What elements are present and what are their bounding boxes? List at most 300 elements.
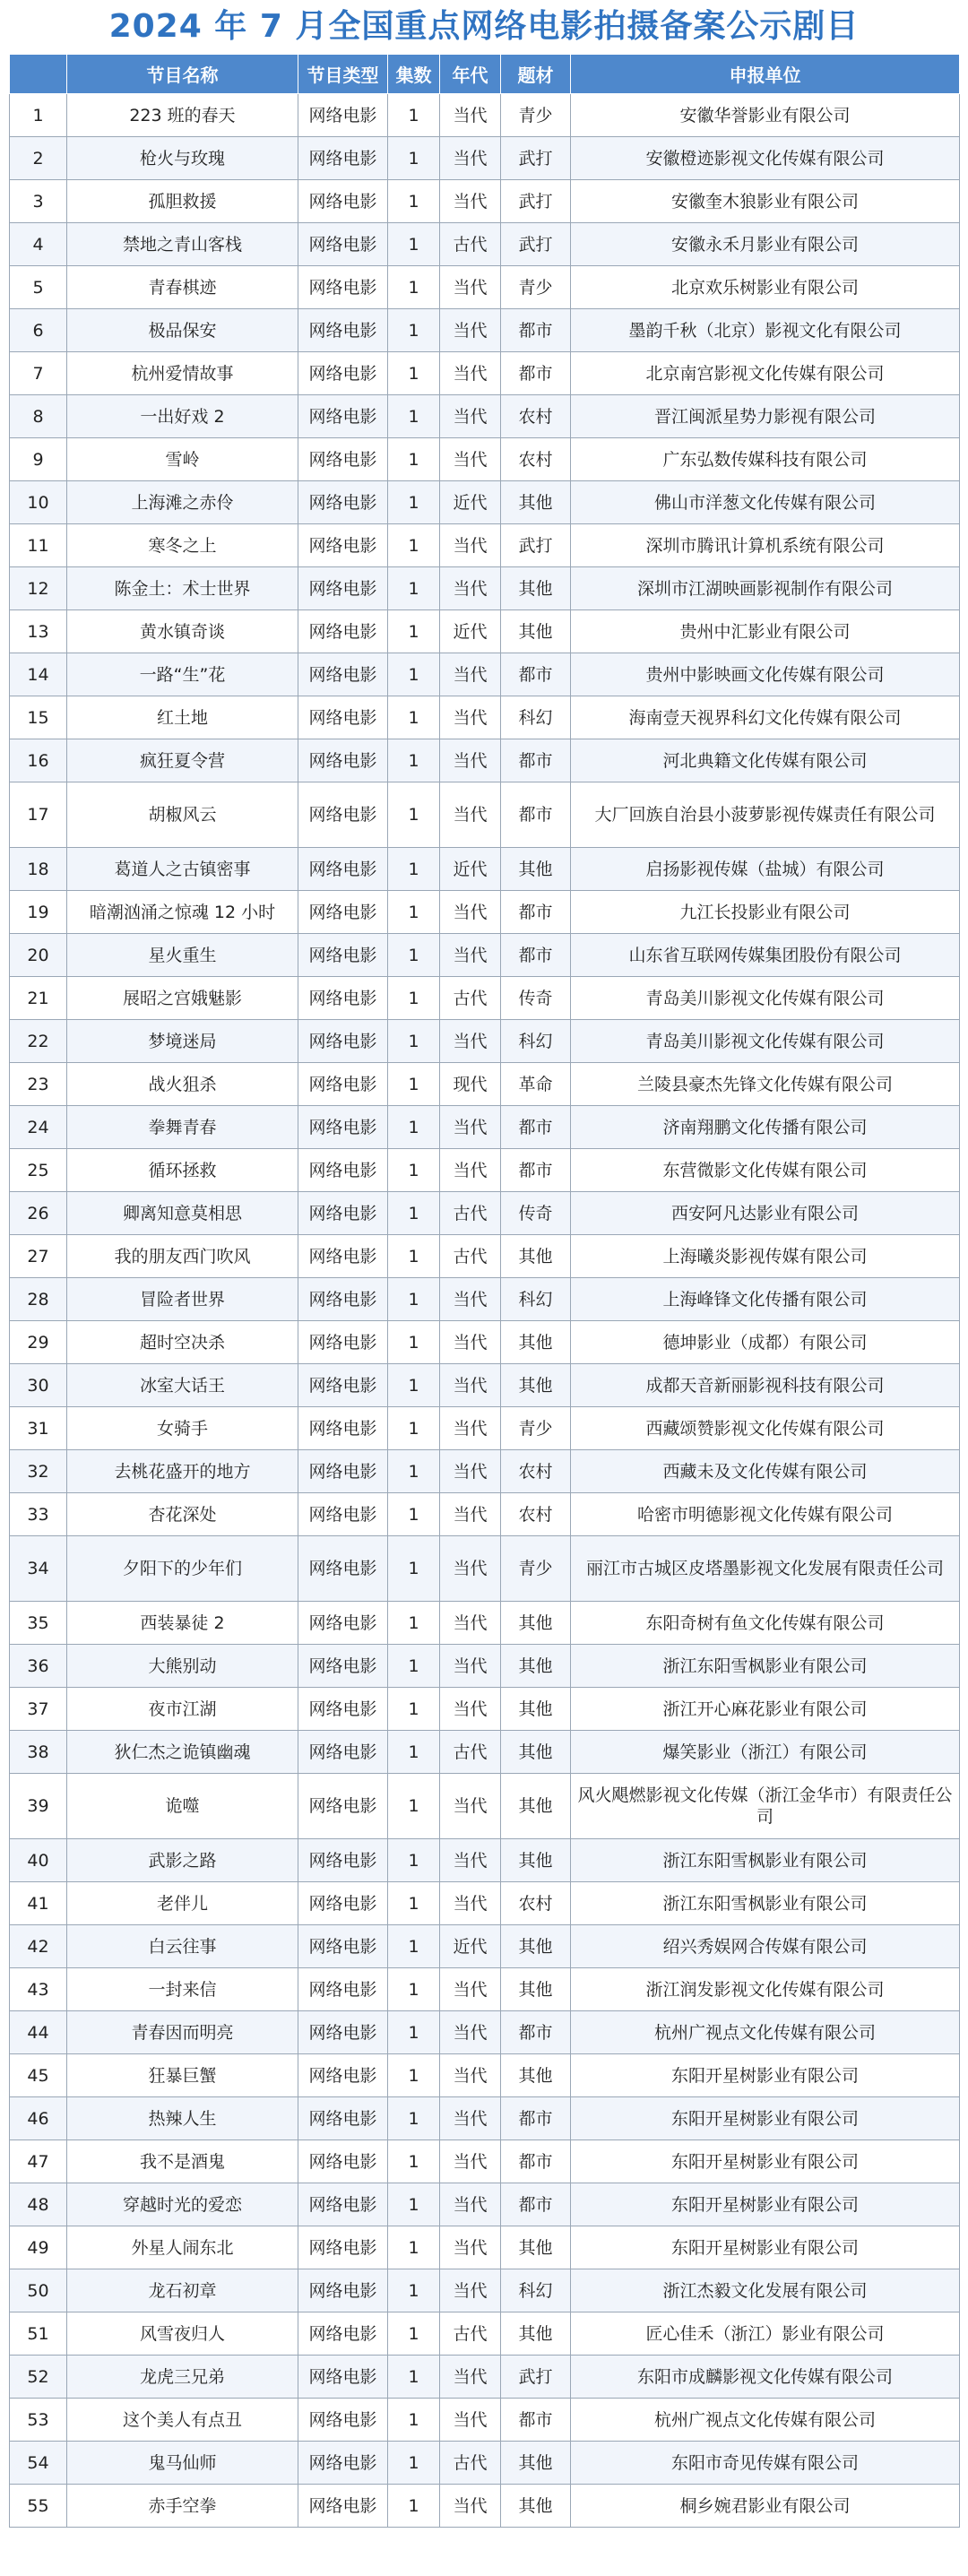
program-type-cell: 网络电影 <box>298 1645 388 1688</box>
program-type-cell: 网络电影 <box>298 1063 388 1106</box>
genre-cell: 都市 <box>501 782 571 848</box>
episode-count-cell: 1 <box>388 1106 440 1149</box>
era-cell: 当代 <box>440 1536 501 1602</box>
genre-cell: 都市 <box>501 1106 571 1149</box>
applicant-company-cell: 东阳市成麟影视文化传媒有限公司 <box>571 2356 960 2399</box>
table-row <box>10 1968 960 2011</box>
era-cell: 当代 <box>440 2097 501 2140</box>
applicant-company-cell: 风火飓燃影视文化传媒（浙江金华市）有限责任公司 <box>571 1774 960 1839</box>
episode-count-cell: 1 <box>388 2485 440 2528</box>
program-type-cell: 网络电影 <box>298 438 388 481</box>
episode-count-cell: 1 <box>388 2183 440 2226</box>
applicant-company-cell: 济南翔鹏文化传播有限公司 <box>571 1106 960 1149</box>
program-type-cell: 网络电影 <box>298 94 388 137</box>
program-type-cell: 网络电影 <box>298 610 388 653</box>
table-row <box>10 1407 960 1450</box>
episode-count-cell: 1 <box>388 438 440 481</box>
program-type-cell: 网络电影 <box>298 2356 388 2399</box>
program-name-cell: 赤手空拳 <box>67 2485 298 2528</box>
program-name-cell: 展昭之宫娥魅影 <box>67 977 298 1020</box>
program-type-cell: 网络电影 <box>298 1235 388 1278</box>
row-index-cell: 31 <box>10 1407 67 1450</box>
genre-cell: 其他 <box>501 481 571 524</box>
applicant-company-cell: 青岛美川影视文化传媒有限公司 <box>571 977 960 1020</box>
program-name-cell: 拳舞青春 <box>67 1106 298 1149</box>
program-type-cell: 网络电影 <box>298 2183 388 2226</box>
program-name-cell: 枪火与玫瑰 <box>67 137 298 180</box>
table-row <box>10 610 960 653</box>
row-index-cell: 6 <box>10 309 67 352</box>
applicant-company-cell: 深圳市江湖映画影视制作有限公司 <box>571 567 960 610</box>
table-row <box>10 180 960 223</box>
table-row <box>10 1731 960 1774</box>
row-index-cell: 55 <box>10 2485 67 2528</box>
genre-cell: 青少 <box>501 266 571 309</box>
episode-count-cell: 1 <box>388 2097 440 2140</box>
episode-count-cell: 1 <box>388 2399 440 2442</box>
table-row <box>10 1235 960 1278</box>
program-type-cell: 网络电影 <box>298 180 388 223</box>
program-type-cell: 网络电影 <box>298 934 388 977</box>
era-cell: 当代 <box>440 1321 501 1364</box>
genre-cell: 其他 <box>501 2054 571 2097</box>
era-cell: 当代 <box>440 567 501 610</box>
genre-cell: 都市 <box>501 2399 571 2442</box>
episode-count-cell: 1 <box>388 2054 440 2097</box>
row-index-cell: 34 <box>10 1536 67 1602</box>
episode-count-cell: 1 <box>388 1968 440 2011</box>
era-cell: 当代 <box>440 934 501 977</box>
row-index-cell: 52 <box>10 2356 67 2399</box>
program-type-cell: 网络电影 <box>298 2485 388 2528</box>
row-index-cell: 8 <box>10 395 67 438</box>
program-name-cell: 疯狂夏令营 <box>67 739 298 782</box>
episode-count-cell: 1 <box>388 696 440 739</box>
program-type-cell: 网络电影 <box>298 1925 388 1968</box>
program-type-cell: 网络电影 <box>298 1149 388 1192</box>
program-name-cell: 冒险者世界 <box>67 1278 298 1321</box>
program-type-cell: 网络电影 <box>298 1278 388 1321</box>
program-name-cell: 冰室大话王 <box>67 1364 298 1407</box>
applicant-company-cell: 河北典籍文化传媒有限公司 <box>571 739 960 782</box>
episode-count-cell: 1 <box>388 1839 440 1882</box>
table-row <box>10 137 960 180</box>
program-name-cell: 诡噬 <box>67 1774 298 1839</box>
genre-cell: 农村 <box>501 1450 571 1493</box>
era-cell: 当代 <box>440 2140 501 2183</box>
row-index-cell: 39 <box>10 1774 67 1839</box>
applicant-company-cell: 西藏颂赞影视文化传媒有限公司 <box>571 1407 960 1450</box>
episode-count-cell: 1 <box>388 1278 440 1321</box>
episode-count-cell: 1 <box>388 2312 440 2356</box>
episode-count-cell: 1 <box>388 1731 440 1774</box>
row-index-cell: 33 <box>10 1493 67 1536</box>
row-index-cell: 12 <box>10 567 67 610</box>
program-type-cell: 网络电影 <box>298 2269 388 2312</box>
row-index-cell: 36 <box>10 1645 67 1688</box>
table-row <box>10 2485 960 2528</box>
episode-count-cell: 1 <box>388 2356 440 2399</box>
genre-cell: 科幻 <box>501 2269 571 2312</box>
program-name-cell: 超时空决杀 <box>67 1321 298 1364</box>
program-name-cell: 葛道人之古镇密事 <box>67 848 298 891</box>
program-type-cell: 网络电影 <box>298 1106 388 1149</box>
row-index-cell: 51 <box>10 2312 67 2356</box>
table-row <box>10 2356 960 2399</box>
applicant-company-cell: 安徽华誉影业有限公司 <box>571 94 960 137</box>
genre-cell: 其他 <box>501 2312 571 2356</box>
era-cell: 古代 <box>440 2312 501 2356</box>
genre-cell: 其他 <box>501 848 571 891</box>
genre-cell: 武打 <box>501 137 571 180</box>
applicant-company-cell: 爆笑影业（浙江）有限公司 <box>571 1731 960 1774</box>
header-era: 年代 <box>440 55 501 94</box>
era-cell: 当代 <box>440 2269 501 2312</box>
genre-cell: 农村 <box>501 1493 571 1536</box>
table-row <box>10 891 960 934</box>
episode-count-cell: 1 <box>388 1774 440 1839</box>
program-type-cell: 网络电影 <box>298 2054 388 2097</box>
era-cell: 当代 <box>440 2183 501 2226</box>
table-row <box>10 2183 960 2226</box>
program-name-cell: 风雪夜归人 <box>67 2312 298 2356</box>
episode-count-cell: 1 <box>388 1645 440 1688</box>
table-row <box>10 739 960 782</box>
program-type-cell: 网络电影 <box>298 2011 388 2054</box>
genre-cell: 都市 <box>501 934 571 977</box>
era-cell: 当代 <box>440 1493 501 1536</box>
era-cell: 当代 <box>440 1882 501 1925</box>
era-cell: 近代 <box>440 848 501 891</box>
genre-cell: 其他 <box>501 1235 571 1278</box>
row-index-cell: 27 <box>10 1235 67 1278</box>
table-row <box>10 2140 960 2183</box>
genre-cell: 其他 <box>501 1774 571 1839</box>
era-cell: 当代 <box>440 137 501 180</box>
table-row <box>10 1149 960 1192</box>
genre-cell: 都市 <box>501 2183 571 2226</box>
table-row <box>10 1278 960 1321</box>
row-index-cell: 54 <box>10 2442 67 2485</box>
program-type-cell: 网络电影 <box>298 266 388 309</box>
table-row <box>10 1063 960 1106</box>
era-cell: 当代 <box>440 1450 501 1493</box>
program-name-cell: 夜市江湖 <box>67 1688 298 1731</box>
genre-cell: 武打 <box>501 223 571 266</box>
applicant-company-cell: 绍兴秀娱网合传媒有限公司 <box>571 1925 960 1968</box>
program-type-cell: 网络电影 <box>298 524 388 567</box>
program-name-cell: 青春因而明亮 <box>67 2011 298 2054</box>
era-cell: 当代 <box>440 180 501 223</box>
episode-count-cell: 1 <box>388 1602 440 1645</box>
applicant-company-cell: 东阳开星树影业有限公司 <box>571 2140 960 2183</box>
episode-count-cell: 1 <box>388 934 440 977</box>
filing-table <box>9 54 960 2528</box>
program-type-cell: 网络电影 <box>298 1839 388 1882</box>
era-cell: 当代 <box>440 653 501 696</box>
episode-count-cell: 1 <box>388 481 440 524</box>
row-index-cell: 25 <box>10 1149 67 1192</box>
era-cell: 当代 <box>440 2356 501 2399</box>
program-type-cell: 网络电影 <box>298 1020 388 1063</box>
era-cell: 当代 <box>440 1278 501 1321</box>
applicant-company-cell: 浙江东阳雪枫影业有限公司 <box>571 1839 960 1882</box>
row-index-cell: 29 <box>10 1321 67 1364</box>
applicant-company-cell: 东阳开星树影业有限公司 <box>571 2226 960 2269</box>
header-applicant: 申报单位 <box>571 55 960 94</box>
episode-count-cell: 1 <box>388 2140 440 2183</box>
episode-count-cell: 1 <box>388 309 440 352</box>
row-index-cell: 35 <box>10 1602 67 1645</box>
applicant-company-cell: 浙江杰毅文化发展有限公司 <box>571 2269 960 2312</box>
table-row <box>10 2054 960 2097</box>
applicant-company-cell: 安徽永禾月影业有限公司 <box>571 223 960 266</box>
table-row <box>10 1364 960 1407</box>
episode-count-cell: 1 <box>388 610 440 653</box>
table-row <box>10 1925 960 1968</box>
genre-cell: 武打 <box>501 180 571 223</box>
applicant-company-cell: 安徽奎木狼影业有限公司 <box>571 180 960 223</box>
program-type-cell: 网络电影 <box>298 2312 388 2356</box>
genre-cell: 其他 <box>501 2442 571 2485</box>
table-row <box>10 1688 960 1731</box>
genre-cell: 武打 <box>501 524 571 567</box>
era-cell: 现代 <box>440 1063 501 1106</box>
episode-count-cell: 1 <box>388 1063 440 1106</box>
program-type-cell: 网络电影 <box>298 1731 388 1774</box>
row-index-cell: 11 <box>10 524 67 567</box>
program-type-cell: 网络电影 <box>298 739 388 782</box>
row-index-cell: 24 <box>10 1106 67 1149</box>
program-name-cell: 鬼马仙师 <box>67 2442 298 2485</box>
row-index-cell: 50 <box>10 2269 67 2312</box>
episode-count-cell: 1 <box>388 1688 440 1731</box>
program-type-cell: 网络电影 <box>298 848 388 891</box>
row-index-cell: 26 <box>10 1192 67 1235</box>
genre-cell: 都市 <box>501 1149 571 1192</box>
era-cell: 当代 <box>440 782 501 848</box>
applicant-company-cell: 青岛美川影视文化传媒有限公司 <box>571 1020 960 1063</box>
program-type-cell: 网络电影 <box>298 1450 388 1493</box>
applicant-company-cell: 深圳市腾讯计算机系统有限公司 <box>571 524 960 567</box>
episode-count-cell: 1 <box>388 848 440 891</box>
applicant-company-cell: 贵州中汇影业有限公司 <box>571 610 960 653</box>
row-index-cell: 7 <box>10 352 67 395</box>
episode-count-cell: 1 <box>388 1020 440 1063</box>
genre-cell: 传奇 <box>501 1192 571 1235</box>
genre-cell: 都市 <box>501 739 571 782</box>
row-index-cell: 4 <box>10 223 67 266</box>
table-row <box>10 934 960 977</box>
program-type-cell: 网络电影 <box>298 2399 388 2442</box>
era-cell: 当代 <box>440 524 501 567</box>
program-name-cell: 战火狙杀 <box>67 1063 298 1106</box>
program-type-cell: 网络电影 <box>298 1882 388 1925</box>
era-cell: 当代 <box>440 1774 501 1839</box>
program-type-cell: 网络电影 <box>298 696 388 739</box>
program-type-cell: 网络电影 <box>298 653 388 696</box>
program-name-cell: 去桃花盛开的地方 <box>67 1450 298 1493</box>
program-type-cell: 网络电影 <box>298 223 388 266</box>
genre-cell: 都市 <box>501 653 571 696</box>
program-name-cell: 223 班的春天 <box>67 94 298 137</box>
episode-count-cell: 1 <box>388 891 440 934</box>
episode-count-cell: 1 <box>388 977 440 1020</box>
row-index-cell: 22 <box>10 1020 67 1063</box>
program-name-cell: 外星人闹东北 <box>67 2226 298 2269</box>
genre-cell: 其他 <box>501 1839 571 1882</box>
episode-count-cell: 1 <box>388 2442 440 2485</box>
era-cell: 古代 <box>440 223 501 266</box>
table-row <box>10 438 960 481</box>
program-type-cell: 网络电影 <box>298 352 388 395</box>
header-program-name: 节目名称 <box>67 55 298 94</box>
table-row <box>10 1839 960 1882</box>
applicant-company-cell: 东营微影文化传媒有限公司 <box>571 1149 960 1192</box>
applicant-company-cell: 东阳开星树影业有限公司 <box>571 2183 960 2226</box>
genre-cell: 青少 <box>501 1536 571 1602</box>
table-row <box>10 309 960 352</box>
program-name-cell: 热辣人生 <box>67 2097 298 2140</box>
era-cell: 当代 <box>440 696 501 739</box>
program-name-cell: 孤胆救援 <box>67 180 298 223</box>
table-row <box>10 2399 960 2442</box>
era-cell: 当代 <box>440 1149 501 1192</box>
row-index-cell: 47 <box>10 2140 67 2183</box>
era-cell: 当代 <box>440 1839 501 1882</box>
applicant-company-cell: 贵州中影映画文化传媒有限公司 <box>571 653 960 696</box>
program-type-cell: 网络电影 <box>298 782 388 848</box>
program-name-cell: 暗潮汹涌之惊魂 12 小时 <box>67 891 298 934</box>
program-type-cell: 网络电影 <box>298 1536 388 1602</box>
row-index-cell: 16 <box>10 739 67 782</box>
row-index-cell: 1 <box>10 94 67 137</box>
applicant-company-cell: 上海曦炎影视传媒有限公司 <box>571 1235 960 1278</box>
row-index-cell: 32 <box>10 1450 67 1493</box>
applicant-company-cell: 浙江东阳雪枫影业有限公司 <box>571 1882 960 1925</box>
genre-cell: 其他 <box>501 2226 571 2269</box>
table-row <box>10 524 960 567</box>
era-cell: 当代 <box>440 891 501 934</box>
row-index-cell: 42 <box>10 1925 67 1968</box>
program-name-cell: 青春棋迹 <box>67 266 298 309</box>
program-type-cell: 网络电影 <box>298 891 388 934</box>
row-index-cell: 3 <box>10 180 67 223</box>
program-name-cell: 禁地之青山客栈 <box>67 223 298 266</box>
applicant-company-cell: 东阳奇树有鱼文化传媒有限公司 <box>571 1602 960 1645</box>
row-index-cell: 53 <box>10 2399 67 2442</box>
program-name-cell: 极品保安 <box>67 309 298 352</box>
table-row <box>10 1645 960 1688</box>
program-name-cell: 我的朋友西门吹风 <box>67 1235 298 1278</box>
genre-cell: 农村 <box>501 1882 571 1925</box>
episode-count-cell: 1 <box>388 352 440 395</box>
episode-count-cell: 1 <box>388 1407 440 1450</box>
program-name-cell: 一出好戏 2 <box>67 395 298 438</box>
applicant-company-cell: 东阳开星树影业有限公司 <box>571 2054 960 2097</box>
table-row <box>10 1192 960 1235</box>
program-type-cell: 网络电影 <box>298 2226 388 2269</box>
program-name-cell: 卿离知意莫相思 <box>67 1192 298 1235</box>
applicant-company-cell: 东阳开星树影业有限公司 <box>571 2097 960 2140</box>
header-index <box>10 55 67 94</box>
program-type-cell: 网络电影 <box>298 977 388 1020</box>
program-type-cell: 网络电影 <box>298 1192 388 1235</box>
era-cell: 古代 <box>440 1731 501 1774</box>
program-name-cell: 这个美人有点丑 <box>67 2399 298 2442</box>
program-name-cell: 我不是酒鬼 <box>67 2140 298 2183</box>
genre-cell: 青少 <box>501 94 571 137</box>
applicant-company-cell: 九江长投影业有限公司 <box>571 891 960 934</box>
table-row <box>10 395 960 438</box>
program-name-cell: 杭州爱情故事 <box>67 352 298 395</box>
era-cell: 近代 <box>440 481 501 524</box>
genre-cell: 其他 <box>501 1925 571 1968</box>
episode-count-cell: 1 <box>388 1364 440 1407</box>
row-index-cell: 21 <box>10 977 67 1020</box>
table-row <box>10 1450 960 1493</box>
genre-cell: 科幻 <box>501 696 571 739</box>
episode-count-cell: 1 <box>388 1536 440 1602</box>
genre-cell: 传奇 <box>501 977 571 1020</box>
row-index-cell: 46 <box>10 2097 67 2140</box>
applicant-company-cell: 浙江东阳雪枫影业有限公司 <box>571 1645 960 1688</box>
table-row <box>10 567 960 610</box>
program-name-cell: 寒冬之上 <box>67 524 298 567</box>
row-index-cell: 17 <box>10 782 67 848</box>
era-cell: 古代 <box>440 2442 501 2485</box>
applicant-company-cell: 北京欢乐树影业有限公司 <box>571 266 960 309</box>
table-row <box>10 2269 960 2312</box>
episode-count-cell: 1 <box>388 395 440 438</box>
applicant-company-cell: 海南壹天视界科幻文化传媒有限公司 <box>571 696 960 739</box>
table-row <box>10 2097 960 2140</box>
table-row <box>10 266 960 309</box>
applicant-company-cell: 山东省互联网传媒集团股份有限公司 <box>571 934 960 977</box>
episode-count-cell: 1 <box>388 524 440 567</box>
era-cell: 当代 <box>440 2485 501 2528</box>
program-name-cell: 狂暴巨蟹 <box>67 2054 298 2097</box>
program-type-cell: 网络电影 <box>298 2097 388 2140</box>
episode-count-cell: 1 <box>388 2011 440 2054</box>
applicant-company-cell: 西藏未及文化传媒有限公司 <box>571 1450 960 1493</box>
program-name-cell: 穿越时光的爱恋 <box>67 2183 298 2226</box>
table-row <box>10 1106 960 1149</box>
era-cell: 古代 <box>440 977 501 1020</box>
episode-count-cell: 1 <box>388 1450 440 1493</box>
episode-count-cell: 1 <box>388 653 440 696</box>
row-index-cell: 23 <box>10 1063 67 1106</box>
program-name-cell: 龙虎三兄弟 <box>67 2356 298 2399</box>
genre-cell: 其他 <box>501 1688 571 1731</box>
table-row <box>10 1493 960 1536</box>
genre-cell: 青少 <box>501 1407 571 1450</box>
row-index-cell: 18 <box>10 848 67 891</box>
episode-count-cell: 1 <box>388 1493 440 1536</box>
row-index-cell: 19 <box>10 891 67 934</box>
table-row <box>10 223 960 266</box>
applicant-company-cell: 哈密市明德影视文化传媒有限公司 <box>571 1493 960 1536</box>
row-index-cell: 9 <box>10 438 67 481</box>
program-type-cell: 网络电影 <box>298 309 388 352</box>
genre-cell: 都市 <box>501 2140 571 2183</box>
era-cell: 当代 <box>440 1688 501 1731</box>
era-cell: 当代 <box>440 438 501 481</box>
table-row <box>10 1020 960 1063</box>
genre-cell: 其他 <box>501 2485 571 2528</box>
episode-count-cell: 1 <box>388 137 440 180</box>
page-title: 2024 年 7 月全国重点网络电影拍摄备案公示剧目 <box>108 8 860 45</box>
